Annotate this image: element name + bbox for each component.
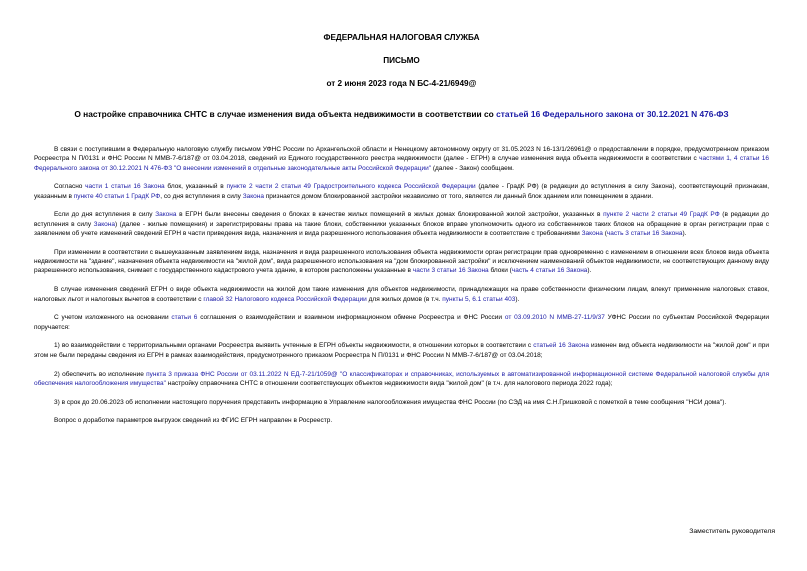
paragraph-text: (в редакции до вступления в силу [34,211,769,228]
paragraph-text: настройку справочника СНТС в отношении соответствующих объектов недвижимости вида "жилой дом" (в т.ч. для налогового периода 2022 года); [165,379,613,387]
body-paragraph [34,398,769,407]
paragraph-text: ). [587,267,592,275]
paragraph-text: Вопрос о доработке параметров выгрузок сведений из ФГИС ЕГРН направлен в Росреестр. [54,417,333,425]
signature-position: Заместитель руководителя [689,528,775,535]
paragraph-text: ( [602,230,607,238]
body-paragraph [34,370,769,389]
law-reference-link[interactable]: пункте 40 статьи 1 ГрадК РФ [73,192,161,200]
title-text: О настройке справочника СНТС в случае изменения вида объекта недвижимости в соответствии со [74,109,497,119]
title-law-link[interactable]: статьей 16 Федерального закона от 30.12.2021 N 476-ФЗ [496,109,729,119]
paragraph-text: При изменении в соответствии с вышеуказанным заявлением вида, назначения и вида разрешенного использования объекта недвижимости орган регистрации прав одновременно с изменением в отношении всех блоков вида объекта недвижимости на "здание", назначения объекта недвижимости на "жилой дом", вида разрешенного использования на "дом блокированной застройки" и исключением наименований объектов недвижимости, не соответствующих данному виду разрешенного использования, снимает с государственного кадастрового учета здание, в котором расположены указанные в [34,248,769,275]
paragraph-text: для жилых домов (в т.ч. [366,295,443,303]
paragraph-text: Согласно [54,183,86,191]
body-paragraph [34,313,769,332]
law-reference-link[interactable]: часть 4 статьи 16 Закона [511,267,588,275]
paragraph-text: 3) в срок до 20.06.2023 об исполнении настоящего поручения представить информацию в Управление налогообложения имущества ФНС России (по СЭД на имя С.Н.Гришковой с пометкой в теме сообщения "НСИ дома"). [54,398,727,406]
paragraph-text: соглашения о взаимодействии и взаимном информационном обмене Росреестра и ФНС России [197,314,505,322]
body-paragraph [34,210,769,238]
document-type: ПИСЬМО [383,56,420,65]
document-title [34,109,769,120]
agency-name: ФЕДЕРАЛЬНАЯ НАЛОГОВАЯ СЛУЖБА [323,33,480,42]
paragraph-text: блок, указанный в [164,183,227,191]
body-paragraph [34,285,769,304]
paragraph-text: С учетом изложенного на основании [54,314,172,322]
paragraph-text: В связи с поступившим в Федеральную налоговую службу письмом УФНС России по Архангельской области и Ненецкому автономному округу от 31.05.2023 N 16-13/1/26961@ о предоставлении в порядке, предусмотренном приказом Росреестра N П/0131 и ФНС России N ММВ-7-6/187@ от 03.04.2018, сведений из Единого государственного реестра недвижимости (далее - ЕГРН) в случае изменения вида объекта недвижимости в соответствии с [34,146,769,163]
law-reference-link[interactable]: частями 1, 4 статьи 16 Федерального закона от 30.12.2021 N 476-ФЗ "О внесении изменений в отдельные законодательные акты Российской Федерации" [34,155,769,172]
paragraph-text: Если до дня вступления в силу [54,211,156,219]
body-paragraph [34,341,769,360]
law-reference-link[interactable]: части 1 статьи 16 Закона [85,183,165,191]
paragraph-text: (далее - ГрадК РФ) (в редакции до вступления в силу Закона), соответствующий признакам, указанным в [34,183,769,200]
paragraph-text: 1) во взаимодействии с территориальными органами Росреестра выявить учтенные в ЕГРН объекты недвижимости, в отношении которых в соответствии с [54,342,534,350]
body-paragraph [34,248,769,276]
paragraph-text: изменен вид объекта недвижимости на "жилой дом" и при этом не были переданы сведения из ЕГРН в рамках взаимодействия, предусмотренного приказом Росреестра N П/0131 и ФНС России N ММВ-7-6/187@ от 03.04.2018; [34,342,769,359]
paragraph-text: УФНС России по субъектам Российской Федерации поручается: [34,314,769,331]
paragraph-text: ). [515,295,520,303]
law-reference-link[interactable]: пункты 5, 6.1 статьи 403 [442,295,516,303]
paragraph-text: 2) обеспечить во исполнение [54,370,147,378]
law-reference-link[interactable]: главой 32 Налогового кодекса Российской Федерации [203,295,367,303]
paragraph-text: ). [682,230,687,238]
document-body [34,145,769,426]
law-reference-link[interactable]: пункте 2 части 2 статьи 49 Градостроительного кодекса Российской Федерации [226,183,476,191]
paragraph-text: блоки ( [488,267,512,275]
paragraph-text: В случае изменения сведений ЕГРН о виде объекта недвижимости на жилой дом такие изменения для объектов недвижимости, принадлежащих на праве собственности физическим лицам, влекут применение налоговых ставок, налоговых льгот и налоговых вычетов в соответствии с [34,286,769,303]
paragraph-text: , со дня вступления в силу [160,192,243,200]
law-reference-link[interactable]: Закона [93,220,115,228]
law-reference-link[interactable]: пункте 2 части 2 статьи 49 ГрадК РФ [603,211,720,219]
paragraph-text: ) (далее - жилые помещения) и зарегистрированы права на такие блоки, собственники указанных блоков вправе уполномочить одного из собственников таких блоков на обращение в орган регистрации прав с заявлением об учете изменений сведений ЕГРН в части приведения вида, назначения и вида разрешенного использования объекта недвижимости в соответствие с требованиями [34,220,769,238]
law-reference-link[interactable]: пункта 3 приказа ФНС России от 03.11.2022 N ЕД-7-21/1059@ "О классификаторах и справочниках, используемых в автоматизированной информационной системе Федеральной налоговой службы для обеспечения налогообложения имущества" [34,370,769,387]
law-reference-link[interactable]: статьи 6 [171,314,198,322]
law-reference-link[interactable]: части 3 статьи 16 Закона [412,267,489,275]
law-reference-link[interactable]: Закона [242,192,264,200]
paragraph-text: в ЕГРН были внесены сведения о блоках в качестве жилых помещений в жилых домах блокированной жилой застройки, указанных в [176,211,604,219]
document-date-number: от 2 июня 2023 года N БС-4-21/6949@ [326,79,477,88]
paragraph-text: признается домом блокированной застройки независимо от того, является ли данный блок зданием или помещением в здании. [263,192,654,200]
law-reference-link[interactable]: Закона [581,230,603,238]
law-reference-link[interactable]: часть 3 статьи 16 Закона [606,230,683,238]
law-reference-link[interactable]: статьей 16 Закона [533,342,590,350]
body-paragraph [34,416,769,425]
body-paragraph [34,145,769,173]
body-paragraph [34,182,769,201]
paragraph-text: (далее - Закон) сообщаем. [431,164,514,172]
law-reference-link[interactable]: Закона [155,211,177,219]
law-reference-link[interactable]: от 03.09.2010 N ММВ-27-11/9/37 [504,314,605,322]
